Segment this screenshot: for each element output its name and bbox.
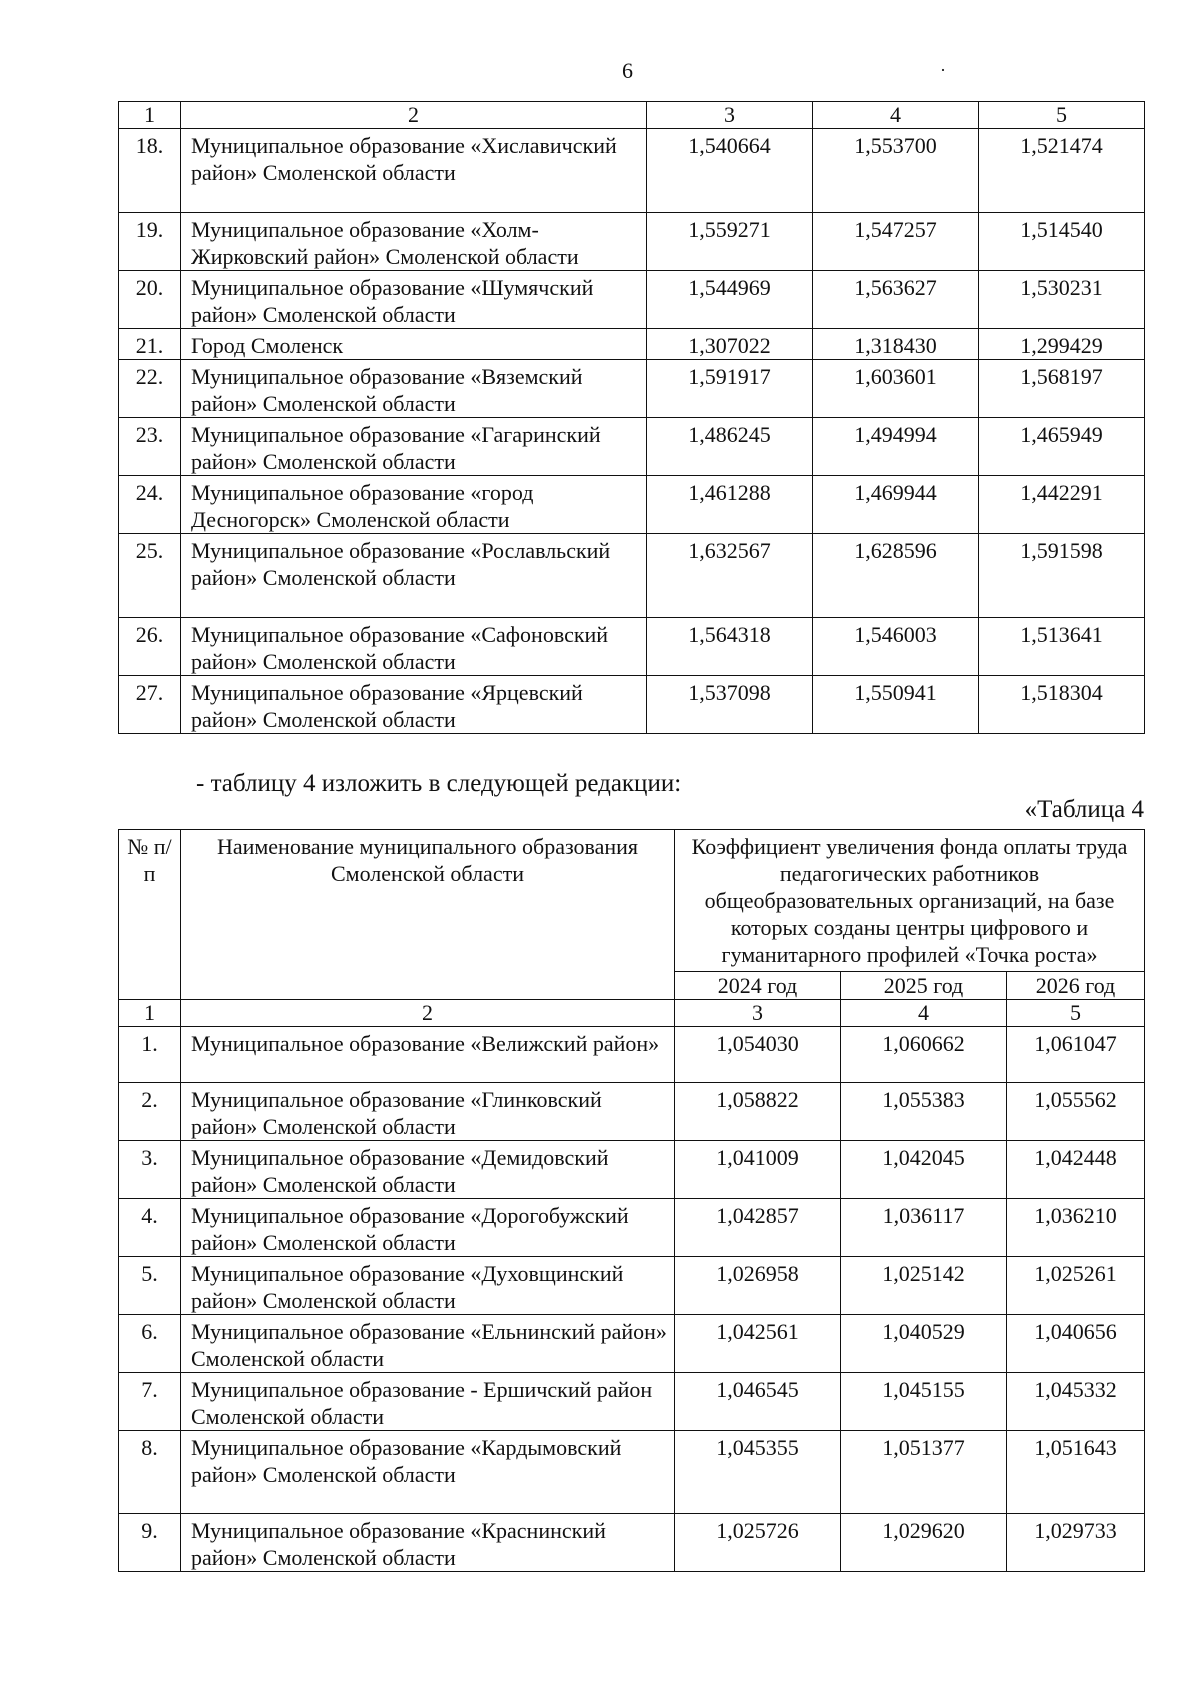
row-number: 5. xyxy=(119,1257,181,1315)
table-caption: «Таблица 4 xyxy=(1024,796,1144,823)
row-number: 18. xyxy=(119,129,181,213)
value-2026: 1,045332 xyxy=(1007,1373,1145,1431)
value-2025: 1,628596 xyxy=(813,534,979,618)
table-row xyxy=(119,1257,1145,1315)
value-2025: 1,042045 xyxy=(841,1141,1007,1199)
table-4 xyxy=(118,829,1145,1572)
table-row xyxy=(119,1514,1145,1572)
column-number-row xyxy=(119,102,1145,129)
value-2025: 1,547257 xyxy=(813,213,979,271)
table-row xyxy=(119,1315,1145,1373)
value-2024: 1,544969 xyxy=(647,271,813,329)
value-2024: 1,042561 xyxy=(675,1315,841,1373)
municipality-name: Муниципальное образование «Сафоновский район» Смоленской области xyxy=(181,618,647,676)
value-2026: 1,042448 xyxy=(1007,1141,1145,1199)
municipality-name: Муниципальное образование «Холм-Жирковский район» Смоленской области xyxy=(181,213,647,271)
value-2026: 1,299429 xyxy=(979,329,1145,360)
value-2025: 1,036117 xyxy=(841,1199,1007,1257)
value-2024: 1,632567 xyxy=(647,534,813,618)
value-2025: 1,318430 xyxy=(813,329,979,360)
municipality-name: Муниципальное образование «город Десногорск» Смоленской области xyxy=(181,476,647,534)
row-number: 26. xyxy=(119,618,181,676)
row-number: 24. xyxy=(119,476,181,534)
amendment-text: - таблицу 4 изложить в следующей редакции: xyxy=(196,770,682,797)
column-number: 2 xyxy=(181,102,647,129)
column-number: 3 xyxy=(647,102,813,129)
table-3-body xyxy=(119,102,1145,734)
table-row xyxy=(119,1199,1145,1257)
value-2026: 1,521474 xyxy=(979,129,1145,213)
value-2025: 1,494994 xyxy=(813,418,979,476)
municipality-name: Муниципальное образование «Глинковский район» Смоленской области xyxy=(181,1083,675,1141)
value-2025: 1,051377 xyxy=(841,1431,1007,1514)
value-2026: 1,051643 xyxy=(1007,1431,1145,1514)
row-number: 21. xyxy=(119,329,181,360)
row-number: 9. xyxy=(119,1514,181,1572)
year-2025: 2025 год xyxy=(841,972,1007,1000)
value-2025: 1,603601 xyxy=(813,360,979,418)
column-number: 3 xyxy=(675,1000,841,1027)
row-number: 8. xyxy=(119,1431,181,1514)
table-row xyxy=(119,1141,1145,1199)
value-2024: 1,540664 xyxy=(647,129,813,213)
value-2026: 1,055562 xyxy=(1007,1083,1145,1141)
municipality-name: Муниципальное образование «Вяземский район» Смоленской области xyxy=(181,360,647,418)
table-3-continuation xyxy=(118,101,1145,734)
row-number: 7. xyxy=(119,1373,181,1431)
row-number: 3. xyxy=(119,1141,181,1199)
municipality-name: Муниципальное образование «Демидовский район» Смоленской области xyxy=(181,1141,675,1199)
value-2026: 1,591598 xyxy=(979,534,1145,618)
row-number: 6. xyxy=(119,1315,181,1373)
value-2024: 1,045355 xyxy=(675,1431,841,1514)
municipality-name: Муниципальное образование «Духовщинский район» Смоленской области xyxy=(181,1257,675,1315)
column-number: 1 xyxy=(119,1000,181,1027)
value-2025: 1,553700 xyxy=(813,129,979,213)
value-2026: 1,518304 xyxy=(979,676,1145,734)
value-2026: 1,442291 xyxy=(979,476,1145,534)
row-number: 20. xyxy=(119,271,181,329)
row-number: 1. xyxy=(119,1027,181,1083)
value-2026: 1,513641 xyxy=(979,618,1145,676)
value-2024: 1,026958 xyxy=(675,1257,841,1315)
table-row xyxy=(119,213,1145,271)
table-row xyxy=(119,271,1145,329)
column-number: 5 xyxy=(1007,1000,1145,1027)
municipality-name: Муниципальное образование «Кардымовский район» Смоленской области xyxy=(181,1431,675,1514)
value-2025: 1,546003 xyxy=(813,618,979,676)
header-name: Наименование муниципального образования Смоленской области xyxy=(181,830,675,1000)
table-row xyxy=(119,418,1145,476)
column-number-row xyxy=(119,1000,1145,1027)
value-2025: 1,025142 xyxy=(841,1257,1007,1315)
table-row xyxy=(119,1431,1145,1514)
value-2025: 1,563627 xyxy=(813,271,979,329)
value-2026: 1,568197 xyxy=(979,360,1145,418)
value-2025: 1,045155 xyxy=(841,1373,1007,1431)
table-row xyxy=(119,618,1145,676)
municipality-name: Муниципальное образование - Ершичский район Смоленской области xyxy=(181,1373,675,1431)
table-row xyxy=(119,534,1145,618)
municipality-name: Муниципальное образование «Дорогобужский район» Смоленской области xyxy=(181,1199,675,1257)
value-2025: 1,060662 xyxy=(841,1027,1007,1083)
value-2025: 1,055383 xyxy=(841,1083,1007,1141)
value-2026: 1,530231 xyxy=(979,271,1145,329)
value-2024: 1,559271 xyxy=(647,213,813,271)
value-2024: 1,307022 xyxy=(647,329,813,360)
value-2025: 1,550941 xyxy=(813,676,979,734)
table-row xyxy=(119,129,1145,213)
header-number: № п/п xyxy=(119,830,181,1000)
table-row xyxy=(119,476,1145,534)
value-2026: 1,514540 xyxy=(979,213,1145,271)
value-2024: 1,461288 xyxy=(647,476,813,534)
column-number: 4 xyxy=(813,102,979,129)
value-2024: 1,058822 xyxy=(675,1083,841,1141)
value-2024: 1,041009 xyxy=(675,1141,841,1199)
value-2026: 1,061047 xyxy=(1007,1027,1145,1083)
municipality-name: Муниципальное образование «Рославльский район» Смоленской области xyxy=(181,534,647,618)
table-row xyxy=(119,1027,1145,1083)
table-row xyxy=(119,329,1145,360)
municipality-name: Муниципальное образование «Ельнинский район» Смоленской области xyxy=(181,1315,675,1373)
value-2024: 1,537098 xyxy=(647,676,813,734)
row-number: 25. xyxy=(119,534,181,618)
header-coefficient: Коэффициент увеличения фонда оплаты труда педагогических работников общеобразовательных организаций, на базе которых созданы центры цифрового и гуманитарного профилей «Точка роста» xyxy=(675,830,1145,972)
value-2025: 1,029620 xyxy=(841,1514,1007,1572)
value-2026: 1,040656 xyxy=(1007,1315,1145,1373)
page-number: 6 xyxy=(622,58,633,83)
municipality-name: Муниципальное образование «Шумячский район» Смоленской области xyxy=(181,271,647,329)
column-number: 5 xyxy=(979,102,1145,129)
value-2026: 1,029733 xyxy=(1007,1514,1145,1572)
column-number: 4 xyxy=(841,1000,1007,1027)
municipality-name: Муниципальное образование «Ярцевский район» Смоленской области xyxy=(181,676,647,734)
value-2026: 1,025261 xyxy=(1007,1257,1145,1315)
value-2024: 1,054030 xyxy=(675,1027,841,1083)
value-2025: 1,040529 xyxy=(841,1315,1007,1373)
municipality-name: Муниципальное образование «Краснинский район» Смоленской области xyxy=(181,1514,675,1572)
value-2026: 1,465949 xyxy=(979,418,1145,476)
column-number: 1 xyxy=(119,102,181,129)
value-2024: 1,042857 xyxy=(675,1199,841,1257)
year-2026: 2026 год xyxy=(1007,972,1145,1000)
table-row xyxy=(119,1373,1145,1431)
row-number: 2. xyxy=(119,1083,181,1141)
row-number: 4. xyxy=(119,1199,181,1257)
value-2026: 1,036210 xyxy=(1007,1199,1145,1257)
municipality-name: Город Смоленск xyxy=(181,329,647,360)
value-2024: 1,591917 xyxy=(647,360,813,418)
table-row xyxy=(119,360,1145,418)
table-4-body xyxy=(119,830,1145,1572)
row-number: 22. xyxy=(119,360,181,418)
value-2024: 1,486245 xyxy=(647,418,813,476)
table-row xyxy=(119,676,1145,734)
municipality-name: Муниципальное образование «Гагаринский район» Смоленской области xyxy=(181,418,647,476)
scan-mark: · xyxy=(940,60,946,80)
value-2024: 1,025726 xyxy=(675,1514,841,1572)
value-2025: 1,469944 xyxy=(813,476,979,534)
municipality-name: Муниципальное образование «Хиславичский район» Смоленской области xyxy=(181,129,647,213)
row-number: 23. xyxy=(119,418,181,476)
row-number: 27. xyxy=(119,676,181,734)
header-row xyxy=(119,830,1145,972)
column-number: 2 xyxy=(181,1000,675,1027)
municipality-name: Муниципальное образование «Велижский район» xyxy=(181,1027,675,1083)
year-2024: 2024 год xyxy=(675,972,841,1000)
row-number: 19. xyxy=(119,213,181,271)
table-row xyxy=(119,1083,1145,1141)
value-2024: 1,046545 xyxy=(675,1373,841,1431)
value-2024: 1,564318 xyxy=(647,618,813,676)
